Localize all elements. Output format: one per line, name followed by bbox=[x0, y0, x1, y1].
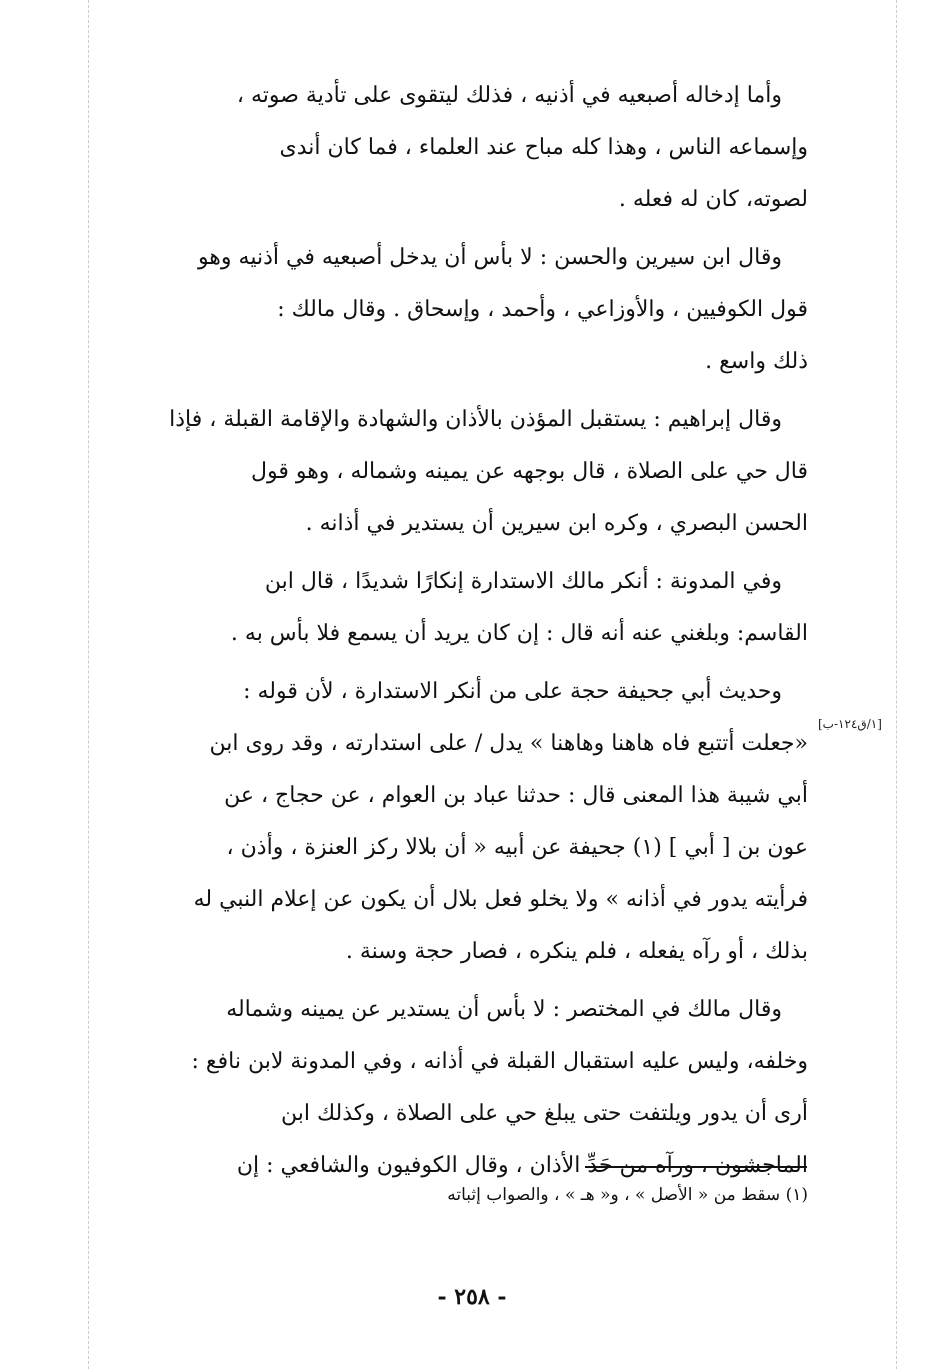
text-line: ذلك واسع . bbox=[705, 349, 808, 374]
text-line: عون بن [ أبي ] (١) جحيفة عن أبيه « أن بلالا ركز العنزة ، وأذن ، bbox=[226, 835, 808, 860]
text-line: وقال مالك في المختصر : لا بأس أن يستدير عن يمينه وشماله bbox=[226, 997, 782, 1022]
text-line: وإسماعه الناس ، وهذا كله مباح عند العلماء ، فما كان أندى bbox=[279, 135, 808, 160]
text-line: الحسن البصري ، وكره ابن سيرين أن يستدير في أذانه . bbox=[305, 511, 808, 536]
paragraph bbox=[118, 394, 808, 550]
text-line: وحديث أبي جحيفة حجة على من أنكر الاستدارة ، لأن قوله : bbox=[243, 679, 782, 704]
text-line: بذلك ، أو رآه يفعله ، فلم ينكره ، فصار حجة وسنة . bbox=[345, 939, 808, 964]
text-line: الماجشون ، ورآه من حَدِّ الأذان ، وقال الكوفيون والشافعي : إن bbox=[236, 1153, 808, 1178]
text-line: لصوته، كان له فعله . bbox=[618, 187, 808, 212]
text-line: وقال إبراهيم : يستقبل المؤذن بالأذان والشهادة والإقامة القبلة ، فإذا bbox=[169, 407, 782, 432]
text-line: قول الكوفيين ، والأوزاعي ، وأحمد ، وإسحاق . وقال مالك : bbox=[277, 297, 808, 322]
text-line: فرأيته يدور في أذانه » ولا يخلو فعل بلال أن يكون عن إعلام النبي له bbox=[193, 887, 808, 912]
manuscript-folio-note: [١/ق١٢٤-ب] bbox=[818, 717, 882, 731]
text-line: وقال ابن سيرين والحسن : لا بأس أن يدخل أصبعيه في أذنيه وهو bbox=[197, 245, 782, 270]
text-line: وفي المدونة : أنكر مالك الاستدارة إنكارًا شديدًا ، قال ابن bbox=[264, 569, 782, 594]
text-line: أرى أن يدور ويلتفت حتى يبلغ حي على الصلاة ، وكذلك ابن bbox=[280, 1101, 808, 1126]
paragraph bbox=[118, 556, 808, 660]
page-number: - ٢٥٨ - bbox=[437, 1284, 507, 1310]
text-line: القاسم: وبلغني عنه أنه قال : إن كان يريد أن يسمع فلا بأس به . bbox=[230, 621, 808, 646]
text-line: قال حي على الصلاة ، قال بوجهه عن يمينه وشماله ، وهو قول bbox=[250, 459, 808, 484]
text-line: وأما إدخاله أصبعيه في أذنيه ، فذلك ليتقوى على تأدية صوته ، bbox=[236, 83, 782, 108]
text-line: «جعلت أتتبع فاه هاهنا وهاهنا » يدل / على استدارته ، وقد روى ابن bbox=[209, 731, 808, 756]
scan-edge-line-right bbox=[896, 0, 897, 1369]
scan-edge-line-left bbox=[88, 0, 89, 1369]
footnote: (١) سقط من « الأصل » ، و« هـ » ، والصواب إثباته bbox=[447, 1185, 808, 1205]
paragraph bbox=[118, 666, 808, 978]
paragraph bbox=[118, 70, 808, 226]
footnote-divider bbox=[585, 1166, 807, 1168]
page-body bbox=[118, 70, 808, 1198]
text-line: وخلفه، وليس عليه استقبال القبلة في أذانه ، وفي المدونة لابن نافع : bbox=[191, 1049, 808, 1074]
paragraph bbox=[118, 984, 808, 1192]
text-line: أبي شيبة هذا المعنى قال : حدثنا عباد بن العوام ، عن حجاج ، عن bbox=[224, 783, 808, 808]
paragraph bbox=[118, 232, 808, 388]
